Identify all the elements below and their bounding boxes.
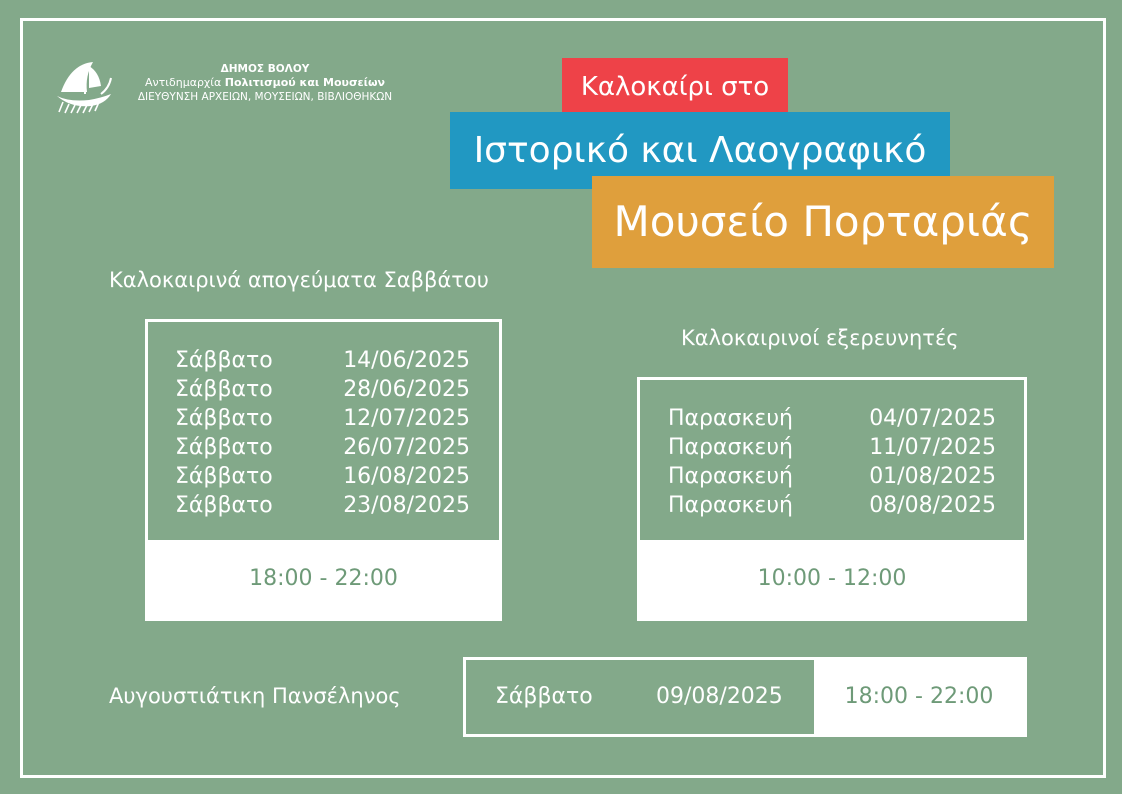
logo-municipality: ΔΗΜΟΣ ΒΟΛΟΥ: [220, 63, 310, 75]
saturday-heading: Καλοκαιρινά απογεύματα Σαββάτου: [109, 268, 489, 292]
logo-directorate: ΔΙΕΥΘΥΝΣΗ ΑΡΧΕΙΩΝ, ΜΟΥΣΕΙΩΝ, ΒΙΒΛΙΟΘΗΚΩΝ: [137, 91, 393, 103]
row-day: Σάββατο: [175, 435, 273, 460]
row-date: 01/08/2025: [869, 464, 996, 489]
row-day: Σάββατο: [175, 464, 273, 489]
schedule-row: [175, 404, 470, 433]
explorers-schedule-box: [637, 377, 1027, 621]
fullmoon-time: 18:00 - 22:00: [814, 660, 1024, 734]
schedule-row: [668, 491, 996, 520]
schedule-row: [668, 433, 996, 462]
logo-department: [120, 76, 410, 90]
schedule-row: [668, 462, 996, 491]
row-date: 23/08/2025: [343, 493, 470, 518]
schedule-row: [668, 404, 996, 433]
title-line-1: Καλοκαίρι στο: [562, 58, 788, 114]
row-day: Παρασκευή: [668, 464, 793, 489]
row-day: Σάββατο: [175, 493, 273, 518]
explorers-rows: [668, 404, 996, 520]
ship-icon: [55, 58, 113, 114]
title-line-3: Μουσείο Πορταριάς: [592, 176, 1054, 268]
row-day: Σάββατο: [175, 348, 273, 373]
fullmoon-day: Σάββατο: [495, 684, 593, 709]
row-date: 12/07/2025: [343, 406, 470, 431]
row-date: 04/07/2025: [869, 406, 996, 431]
row-day: Σάββατο: [175, 377, 273, 402]
row-date: 16/08/2025: [343, 464, 470, 489]
schedule-row: [175, 433, 470, 462]
row-day: Παρασκευή: [668, 406, 793, 431]
fullmoon-schedule-box: [463, 657, 1027, 737]
fullmoon-date: 09/08/2025: [656, 684, 783, 709]
title-line-2: Ιστορικό και Λαογραφικό: [450, 112, 950, 189]
explorers-time: 10:00 - 12:00: [640, 540, 1024, 618]
schedule-row: [175, 462, 470, 491]
schedule-row: [175, 346, 470, 375]
row-date: 11/07/2025: [869, 435, 996, 460]
saturday-schedule-box: [145, 319, 502, 621]
logo-department-prefix: Αντιδημαρχία: [144, 76, 225, 89]
logo-text: [120, 62, 410, 104]
row-day: Παρασκευή: [668, 435, 793, 460]
explorers-heading: Καλοκαιρινοί εξερευνητές: [681, 326, 959, 350]
logo-department-bold: Πολιτισμού και Μουσείων: [224, 76, 386, 89]
row-date: 28/06/2025: [343, 377, 470, 402]
schedule-row: [175, 491, 470, 520]
schedule-row: [175, 375, 470, 404]
row-day: Σάββατο: [175, 406, 273, 431]
row-day: Παρασκευή: [668, 493, 793, 518]
saturday-rows: [175, 346, 470, 520]
row-date: 14/06/2025: [343, 348, 470, 373]
row-date: 26/07/2025: [343, 435, 470, 460]
row-date: 08/08/2025: [869, 493, 996, 518]
saturday-time: 18:00 - 22:00: [148, 540, 499, 618]
fullmoon-heading: Αυγουστιάτικη Πανσέληνος: [109, 684, 401, 708]
